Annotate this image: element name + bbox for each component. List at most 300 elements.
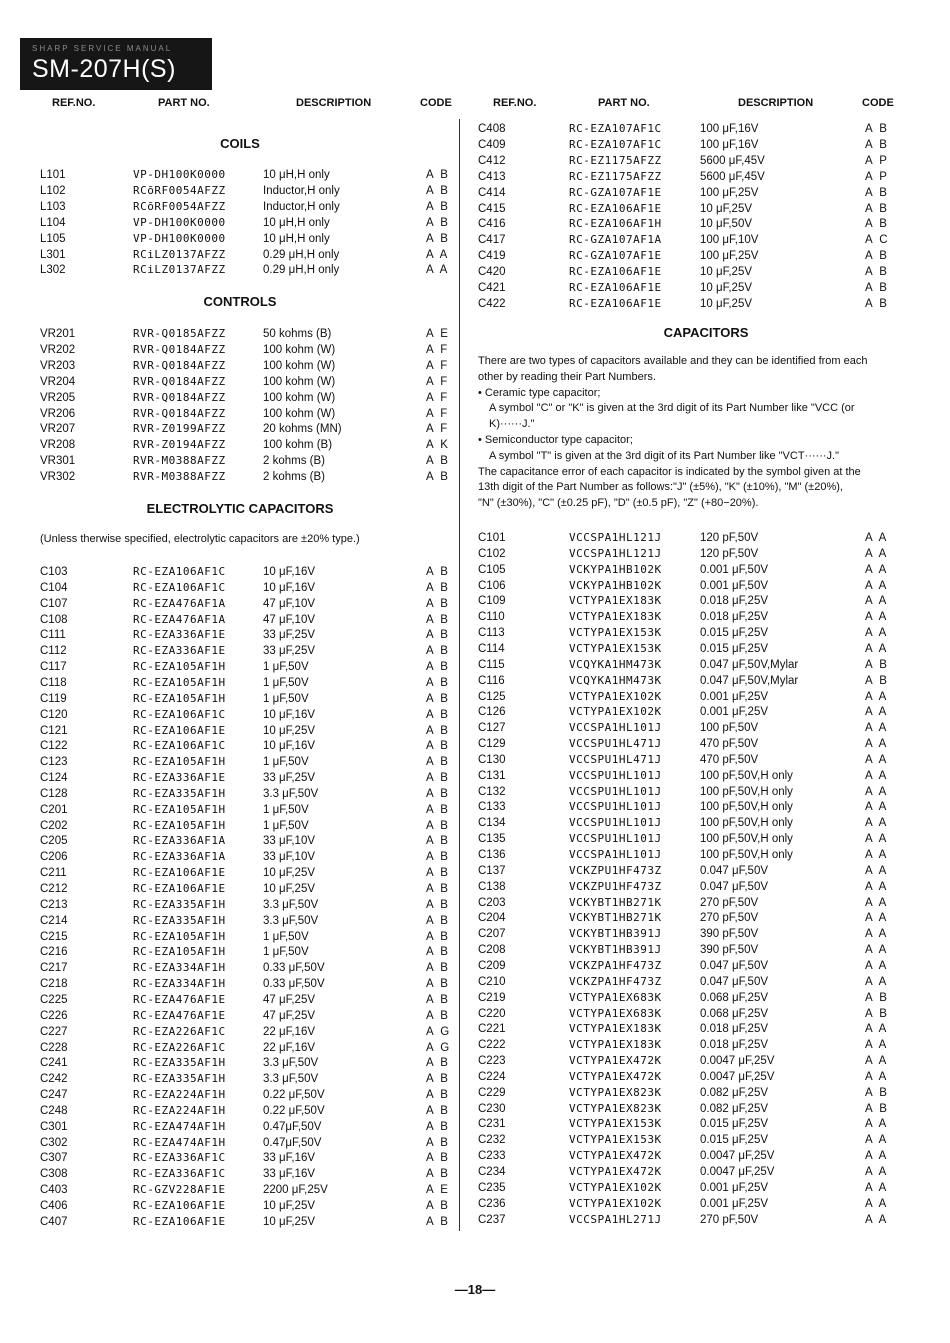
code: A B [426, 756, 450, 769]
part-no: RVR-Q0184AFZZ [133, 342, 226, 356]
description: 0.0047 μF,25V [700, 1166, 775, 1178]
table-row [462, 974, 950, 990]
part-no: RC-EZA105AF1H [133, 929, 226, 943]
description: 10 μF,50V [700, 218, 753, 231]
ref-no: L105 [40, 232, 66, 245]
description: 33 μF,25V [263, 645, 316, 658]
code: A A [865, 722, 889, 735]
ref-no: C409 [478, 138, 506, 151]
ref-no: C128 [40, 787, 68, 800]
code: A A [865, 944, 889, 957]
right-column [462, 0, 950, 1343]
description: 47 μF,10V [263, 613, 316, 626]
ref-no: C113 [478, 627, 505, 640]
part-no: VCCSPU1HL101J [569, 832, 662, 846]
ref-no: C219 [478, 991, 506, 1004]
part-no: VCKZPA1HF473Z [569, 974, 662, 988]
table-row [0, 691, 460, 707]
description: 0.0047 μF,25V [700, 1055, 775, 1068]
description: 100 pF,50V,H only [700, 833, 793, 846]
part-no: RVR-M0388AFZZ [133, 470, 226, 484]
code: A A [865, 1181, 889, 1194]
table-row [0, 167, 460, 183]
description: 10 μF,25V [263, 1215, 316, 1228]
code: A B [426, 803, 450, 816]
code: A B [426, 676, 450, 689]
description: 0.33 μF,50V [263, 978, 325, 991]
ref-no: C225 [40, 993, 68, 1006]
header-description: DESCRIPTION [738, 97, 814, 109]
description: 10 μF,25V [263, 883, 316, 895]
part-no: RC-EZA106AF1E [569, 296, 662, 310]
code: A B [426, 724, 450, 737]
code: A A [865, 1134, 889, 1147]
description: 100 kohm (W) [263, 375, 336, 388]
code: A A [426, 248, 450, 261]
ref-no: C218 [40, 978, 68, 991]
ref-no: C415 [478, 202, 506, 215]
table-row [0, 183, 460, 199]
ref-no: C229 [478, 1086, 506, 1099]
table-row [0, 1055, 460, 1071]
table-row [0, 1214, 460, 1230]
table-row [0, 596, 460, 612]
code: A F [426, 343, 450, 356]
table-row [462, 1069, 950, 1085]
ref-no: C208 [478, 944, 506, 957]
code: A B [426, 819, 450, 832]
ref-no: C417 [478, 234, 506, 247]
part-no: VCKZPU1HF473Z [569, 863, 662, 877]
code: A F [426, 359, 450, 372]
section-title-coils: COILS [220, 136, 260, 151]
note-line: 13th digit of the Part Number as follows:"J" (±5%), "K" (±10%), "M" (±20%), [478, 481, 843, 494]
code: A G [426, 1025, 452, 1038]
ref-no: C130 [478, 753, 506, 766]
table-row [462, 216, 950, 232]
table-row [0, 342, 460, 358]
part-no: RC-EZA106AF1E [133, 866, 226, 880]
ref-no: C120 [40, 708, 68, 721]
code: A B [426, 1104, 450, 1117]
table-row [0, 199, 460, 215]
description: 0.082 μF,25V [700, 1086, 769, 1099]
ref-no: C122 [40, 740, 68, 753]
code: A B [426, 1120, 450, 1133]
ref-no: C132 [478, 785, 506, 798]
ref-no: C231 [478, 1118, 506, 1131]
part-no: RC-EZA224AF1H [133, 1103, 226, 1117]
description: 2200 μF,25V [263, 1184, 328, 1197]
description: 10 μF,25V [700, 202, 753, 215]
header-ref-no: REF.NO. [493, 97, 537, 109]
table-row [0, 580, 460, 596]
note-line: A symbol "T" is given at the 3rd digit of its Part Number like "VCT······J." [489, 449, 839, 462]
description: 0.018 μF,25V [700, 595, 769, 608]
ref-no: C408 [478, 123, 506, 135]
table-row [462, 530, 950, 546]
code: A F [426, 423, 450, 436]
code: A A [865, 928, 889, 941]
table-row [0, 833, 460, 849]
part-no: RC-EZA224AF1H [133, 1088, 226, 1102]
ref-no: C247 [40, 1089, 68, 1102]
part-no: RC-EZA336AF1A [133, 850, 226, 864]
description: 1 μF,50V [263, 803, 309, 816]
part-no: VCCSPA1HL101J [569, 848, 662, 861]
table-row [0, 881, 460, 897]
part-no: RC-EZA476AF1E [133, 992, 226, 1006]
part-no: RCiLZ0137AFZZ [133, 247, 226, 261]
table-row [0, 358, 460, 374]
description: 100 pF,50V [700, 722, 759, 735]
table-row [0, 723, 460, 739]
part-no: VCKZPA1HF473Z [569, 958, 662, 972]
ref-no: C212 [40, 883, 68, 895]
description: 47 μF,25V [263, 1009, 316, 1022]
code: A A [865, 1166, 889, 1178]
code: A A [865, 547, 889, 560]
code: A B [426, 645, 450, 658]
table-row [462, 990, 950, 1006]
table-header [0, 97, 460, 113]
description: 22 μF,16V [263, 1025, 316, 1038]
description: 5600 μF,45V [700, 170, 765, 183]
ref-no: C236 [478, 1197, 506, 1210]
code: A B [426, 1057, 450, 1070]
code: A B [426, 661, 450, 674]
code: A B [426, 1073, 450, 1086]
table-row [462, 879, 950, 895]
ref-no: C220 [478, 1007, 506, 1020]
part-no: RC-EZA105AF1H [133, 660, 226, 674]
code: A B [426, 216, 450, 229]
ref-no: C138 [478, 880, 506, 893]
table-row [0, 469, 460, 485]
note-line: K)······J." [489, 418, 535, 431]
part-no: VCKYPA1HB102K [569, 562, 662, 576]
table-row [462, 1116, 950, 1132]
table-row [0, 802, 460, 818]
part-no: RC-EZA474AF1H [133, 1119, 226, 1133]
code: A B [426, 708, 450, 721]
ref-no: C119 [40, 692, 67, 705]
description: 0.47μF,50V [263, 1120, 322, 1133]
code: A A [865, 849, 889, 861]
part-no: RC-EZA474AF1H [133, 1135, 226, 1149]
code: A A [865, 912, 889, 925]
table-row [462, 910, 950, 926]
part-no: VCTYPA1EX153K [569, 1133, 662, 1147]
part-no: VCTYPA1EX183K [569, 1038, 662, 1052]
code: A A [865, 1070, 889, 1083]
note-line: • Ceramic type capacitor; [478, 386, 601, 399]
table-row [0, 770, 460, 786]
code: A F [426, 407, 450, 420]
part-no: VCTYPA1EX472K [569, 1054, 662, 1068]
code: A A [865, 706, 889, 719]
description: 100 pF,50V,H only [700, 817, 793, 830]
code: A G [426, 1041, 452, 1054]
ref-no: VR205 [40, 391, 76, 404]
part-no: RC-EZA105AF1H [133, 675, 226, 689]
code: A A [865, 801, 889, 814]
description: 270 pF,50V [700, 896, 759, 909]
part-no: VP-DH100K0000 [133, 168, 226, 181]
code: A A [865, 738, 889, 751]
code: A B [865, 297, 889, 310]
description: 33 μF,10V [263, 851, 316, 864]
part-no: RC-EZA476AF1A [133, 612, 226, 626]
table-row [0, 262, 460, 278]
ref-no: C233 [478, 1150, 506, 1163]
table-row [0, 976, 460, 992]
ref-no: C117 [40, 661, 67, 674]
part-no: RC-GZA107AF1E [569, 249, 662, 263]
ref-no: C207 [478, 928, 506, 941]
part-no: VCTYPA1EX183K [569, 1022, 662, 1036]
table-row [462, 185, 950, 201]
table-row [0, 738, 460, 754]
description: 3.3 μF,50V [263, 1073, 319, 1086]
ref-no: C412 [478, 154, 506, 167]
code: A B [865, 1007, 889, 1020]
part-no: VCTYPA1EX153K [569, 1117, 662, 1131]
description: Inductor,H only [263, 200, 340, 213]
code: A B [426, 200, 450, 213]
note-line: other by reading their Part Numbers. [478, 370, 656, 383]
part-no: RC-EZA106AF1C [133, 565, 226, 578]
table-row [462, 232, 950, 248]
table-row [0, 992, 460, 1008]
code: A B [426, 455, 450, 468]
header-ref-no: REF.NO. [52, 97, 96, 109]
table-row [462, 1180, 950, 1196]
part-no: RC-EZA106AF1C [133, 580, 226, 594]
description: 0.082 μF,25V [700, 1102, 769, 1115]
section-title-controls: CONTROLS [203, 294, 277, 309]
part-no: VCCSPU1HL471J [569, 737, 662, 751]
ref-no: C103 [40, 566, 68, 578]
code: A A [865, 880, 889, 893]
description: 10 μF,25V [263, 724, 316, 737]
description: 0.047 μF,50V [700, 864, 769, 877]
ref-no: C211 [40, 867, 67, 880]
ref-no: C109 [478, 595, 506, 608]
description: 100 kohm (W) [263, 407, 336, 420]
table-row [462, 720, 950, 736]
ref-no: C125 [478, 690, 506, 703]
part-no: VCTYPA1EX683K [569, 1006, 662, 1020]
table-row [462, 1212, 950, 1228]
ref-no: C123 [40, 756, 68, 769]
ref-no: VR203 [40, 359, 76, 372]
ref-no: C210 [478, 975, 506, 988]
ref-no: C129 [478, 738, 506, 751]
table-row [462, 673, 950, 689]
table-header [462, 97, 950, 113]
part-no: VCCSPU1HL101J [569, 816, 662, 830]
code: A A [865, 611, 889, 624]
code: A B [426, 169, 450, 181]
part-no: VCQYKA1HM473K [569, 657, 662, 671]
description: 33 μF,10V [263, 835, 316, 848]
ref-no: C217 [40, 962, 68, 975]
table-row [462, 1148, 950, 1164]
description: 100 pF,50V,H only [700, 849, 793, 861]
ref-no: C222 [478, 1039, 506, 1052]
ref-no: VR207 [40, 423, 76, 436]
ref-no: C133 [478, 801, 506, 814]
table-row [462, 1196, 950, 1212]
part-no: VCKYBT1HB391J [569, 943, 662, 957]
part-no: RC-EZA476AF1A [133, 596, 226, 610]
description: 10 μF,16V [263, 708, 316, 721]
code: A A [426, 264, 450, 277]
part-no: RC-EZA336AF1C [133, 1151, 226, 1165]
description: 100 kohm (W) [263, 391, 336, 404]
description: 0.22 μF,50V [263, 1104, 325, 1117]
ref-no: C414 [478, 186, 506, 199]
part-no: RC-GZA107AF1A [569, 233, 662, 247]
table-row [462, 689, 950, 705]
ref-no: C234 [478, 1166, 506, 1178]
part-no: RC-EZA336AF1E [133, 628, 226, 642]
code: A A [865, 864, 889, 877]
badge-small-text: SHARP SERVICE MANUAL [32, 44, 173, 53]
ref-no: C227 [40, 1025, 68, 1038]
part-no: VCCSPU1HL101J [569, 800, 662, 814]
part-no: RC-EZA106AF1E [569, 201, 662, 215]
table-row [0, 960, 460, 976]
ref-no: C203 [478, 896, 506, 909]
table-row [0, 406, 460, 422]
part-no: RVR-Q0184AFZZ [133, 390, 226, 404]
part-no: VCTYPA1EX823K [569, 1085, 662, 1099]
part-no: RC-EZA105AF1H [133, 691, 226, 705]
description: 0.018 μF,25V [700, 611, 769, 624]
part-no: RC-EZA336AF1C [133, 1167, 226, 1181]
ref-no: C116 [478, 674, 505, 687]
ref-no: C301 [40, 1120, 68, 1133]
part-no: RC-EZA335AF1H [133, 897, 226, 911]
page-number: —18— [454, 1282, 496, 1297]
description: 100 pF,50V,H only [700, 801, 793, 814]
description: 100 pF,50V,H only [700, 769, 793, 782]
part-no: RVR-Z0199AFZZ [133, 422, 226, 436]
part-no: VCTYPA1EX183K [569, 610, 662, 624]
part-no: RC-EZA106AF1E [569, 281, 662, 294]
table-row [0, 374, 460, 390]
ref-no: C106 [478, 579, 506, 592]
description: 1 μF,50V [263, 756, 309, 769]
description: 390 pF,50V [700, 928, 759, 941]
table-row [0, 707, 460, 723]
table-row [462, 280, 950, 296]
description: 2 kohms (B) [263, 471, 325, 484]
code: A A [865, 1150, 889, 1163]
table-row [462, 546, 950, 562]
table-row [0, 453, 460, 469]
description: 1 μF,50V [263, 946, 309, 959]
table-row [462, 248, 950, 264]
code: A E [426, 328, 450, 340]
description: 33 μF,16V [263, 1152, 316, 1165]
code: A A [865, 975, 889, 988]
table-row [0, 627, 460, 643]
model-number: SM-207H(S) [32, 55, 176, 83]
code: A A [865, 1055, 889, 1068]
table-row [0, 1166, 460, 1182]
table-row [462, 169, 950, 185]
description: 3.3 μF,50V [263, 787, 319, 800]
part-no: RC-EZA334AF1H [133, 977, 226, 991]
ref-no: C214 [40, 914, 68, 927]
table-row [0, 1008, 460, 1024]
table-row [462, 942, 950, 958]
description: 0.29 μH,H only [263, 248, 340, 261]
description: 0.068 μF,25V [700, 991, 769, 1004]
part-no: VCKYBT1HB391J [569, 927, 662, 941]
table-row [462, 264, 950, 280]
description: 0.22 μF,50V [263, 1089, 325, 1102]
table-row [0, 929, 460, 945]
code: A B [426, 867, 450, 880]
ref-no: VR302 [40, 471, 76, 484]
code: A B [426, 629, 450, 642]
code: A B [865, 138, 889, 151]
code: A B [426, 946, 450, 959]
header-code: CODE [862, 97, 894, 109]
part-no: VCTYPA1EX183K [569, 594, 662, 608]
part-no: RC-EZA335AF1H [133, 913, 226, 927]
description: 0.047 μF,50V [700, 975, 769, 988]
table-row [462, 609, 950, 625]
ref-no: C112 [40, 645, 67, 658]
table-row [462, 1053, 950, 1069]
description: 100 μF,16V [700, 123, 759, 135]
part-no: VCCSPA1HL121J [569, 546, 662, 560]
description: 0.018 μF,25V [700, 1039, 769, 1052]
ref-no: C107 [40, 597, 68, 610]
code: A K [426, 439, 450, 452]
code: A A [865, 1039, 889, 1052]
table-row [462, 1101, 950, 1117]
part-no: RC-EZA106AF1E [133, 1199, 226, 1212]
code: A B [426, 914, 450, 927]
description: 0.47μF,50V [263, 1136, 322, 1149]
ref-no: C235 [478, 1181, 506, 1194]
code: A A [865, 642, 889, 655]
ref-no: C121 [40, 724, 68, 737]
table-row [462, 153, 950, 169]
ref-no: C421 [478, 282, 506, 294]
part-no: VCCSPU1HL101J [569, 784, 662, 798]
ref-no: C302 [40, 1136, 68, 1149]
ref-no: VR202 [40, 343, 76, 356]
description: 120 pF,50V [700, 547, 759, 560]
ref-no: VR206 [40, 407, 76, 420]
table-row [462, 625, 950, 641]
table-row [462, 926, 950, 942]
part-no: RC-EZA335AF1H [133, 1056, 226, 1070]
code: A B [865, 1102, 889, 1115]
code: A B [865, 1086, 889, 1099]
table-row [462, 768, 950, 784]
part-no: RVR-Z0194AFZZ [133, 438, 226, 452]
ref-no: C102 [478, 547, 506, 560]
code: A F [426, 391, 450, 404]
